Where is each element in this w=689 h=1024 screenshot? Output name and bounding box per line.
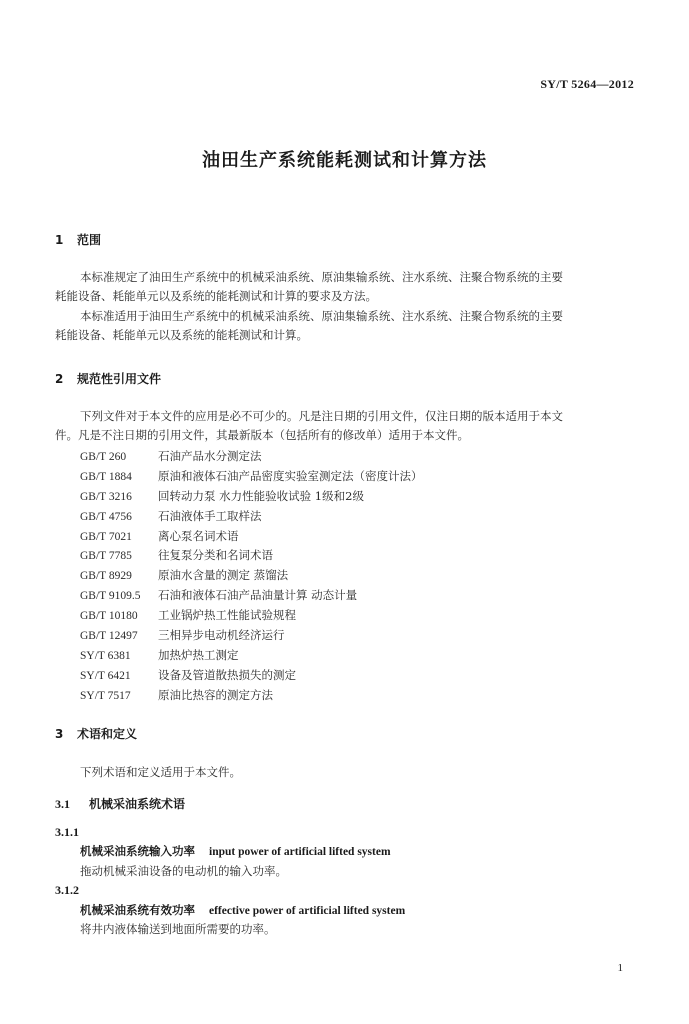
paragraph-line: 下列文件对于本文件的应用是必不可少的。凡是注日期的引用文件，仅注日期的版本适用于本文 [80, 409, 563, 423]
reference-title: 工业锅炉热工性能试验规程 [158, 608, 296, 623]
reference-code: GB/T 9109.5 [80, 590, 141, 603]
paragraph-line: 本标准适用于油田生产系统中的机械采油系统、原油集输系统、注水系统、注聚合物系统的主要 [80, 309, 563, 323]
term-heading [80, 843, 391, 859]
term-english: effective power of artificial lifted system [209, 905, 406, 917]
reference-item [80, 586, 423, 606]
page-number: 1 [617, 962, 623, 974]
reference-item [80, 447, 423, 467]
reference-code: GB/T 8929 [80, 570, 132, 583]
reference-item [80, 527, 423, 547]
reference-title: 原油比热容的测定方法 [158, 687, 273, 702]
term-chinese: 机械采油系统有效功率 [80, 903, 195, 917]
term-heading [80, 902, 405, 918]
reference-code: GB/T 7021 [80, 530, 132, 543]
reference-code: GB/T 260 [80, 451, 127, 463]
reference-title: 石油产品水分测定法 [158, 449, 262, 463]
reference-item [80, 626, 423, 646]
scope-paragraph-2 [55, 307, 563, 345]
references-intro [55, 407, 563, 445]
section-number: 2 [55, 372, 64, 386]
term-english: input power of artificial lifted system [209, 846, 391, 858]
section-title: 规范性引用文件 [77, 372, 162, 386]
scope-paragraph-1 [55, 268, 563, 306]
reference-title: 加热炉热工测定 [158, 647, 239, 662]
reference-title: 三相异步电动机经济运行 [158, 628, 285, 643]
paragraph-line: 耗能设备、耗能单元以及系统的能耗测试和计算的要求及方法。 [55, 289, 377, 303]
subsection-title: 机械采油系统术语 [89, 797, 186, 811]
standard-code: SY/T 5264—2012 [540, 77, 634, 91]
section-2-heading [55, 370, 161, 387]
reference-item [80, 646, 423, 666]
reference-item [80, 566, 423, 586]
reference-list [80, 447, 423, 706]
reference-code: GB/T 12497 [80, 630, 138, 643]
reference-title: 往复泵分类和名词术语 [158, 548, 273, 563]
reference-item [80, 546, 423, 566]
reference-item [80, 487, 423, 507]
section-title: 术语和定义 [77, 727, 138, 741]
section-1-heading [55, 231, 101, 248]
reference-title: 回转动力泵 水力性能验收试验 1级和2级 [158, 488, 364, 503]
reference-code: GB/T 10180 [80, 610, 138, 623]
section-number: 3 [55, 727, 64, 741]
reference-item [80, 467, 423, 487]
paragraph-line: 本标准规定了油田生产系统中的机械采油系统、原油集输系统、注水系统、注聚合物系统的主要 [80, 270, 563, 284]
term-number: 3.1.2 [55, 883, 79, 897]
reference-code: SY/T 6381 [80, 649, 131, 662]
paragraph-line: 耗能设备、耗能单元以及系统的能耗测试和计算。 [55, 328, 308, 342]
reference-item [80, 666, 423, 686]
reference-code: GB/T 3216 [80, 490, 132, 503]
reference-title: 离心泵名词术语 [158, 528, 239, 543]
reference-title: 石油液体手工取样法 [158, 508, 262, 523]
reference-code: GB/T 4756 [80, 510, 132, 523]
section-title: 范围 [77, 233, 102, 247]
term-definition: 拖动机械采油设备的电动机的输入功率。 [80, 864, 287, 878]
subsection-3-1-heading [55, 795, 185, 812]
document-title: 油田生产系统能耗测试和计算方法 [202, 150, 487, 171]
reference-item [80, 606, 423, 626]
reference-item [80, 686, 423, 706]
section-number: 1 [55, 233, 64, 247]
section-3-heading [55, 725, 137, 742]
reference-code: SY/T 7517 [80, 689, 131, 702]
reference-title: 原油水含量的测定 蒸馏法 [158, 568, 289, 583]
reference-title: 设备及管道散热损失的测定 [158, 667, 296, 682]
subsection-number: 3.1 [55, 797, 70, 811]
term-number: 3.1.1 [55, 825, 79, 839]
term-chinese: 机械采油系统输入功率 [80, 844, 195, 858]
reference-code: GB/T 7785 [80, 550, 132, 563]
term-definition: 将井内液体输送到地面所需要的功率。 [80, 922, 276, 936]
reference-code: GB/T 1884 [80, 470, 132, 483]
terms-intro: 下列术语和定义适用于本文件。 [80, 765, 241, 779]
reference-item [80, 507, 423, 527]
reference-code: SY/T 6421 [80, 669, 131, 682]
reference-title: 原油和液体石油产品密度实验室测定法（密度计法） [158, 468, 423, 483]
paragraph-line: 件。凡是不注日期的引用文件，其最新版本（包括所有的修改单）适用于本文件。 [55, 428, 469, 442]
reference-title: 石油和液体石油产品油量计算 动态计量 [158, 588, 358, 603]
